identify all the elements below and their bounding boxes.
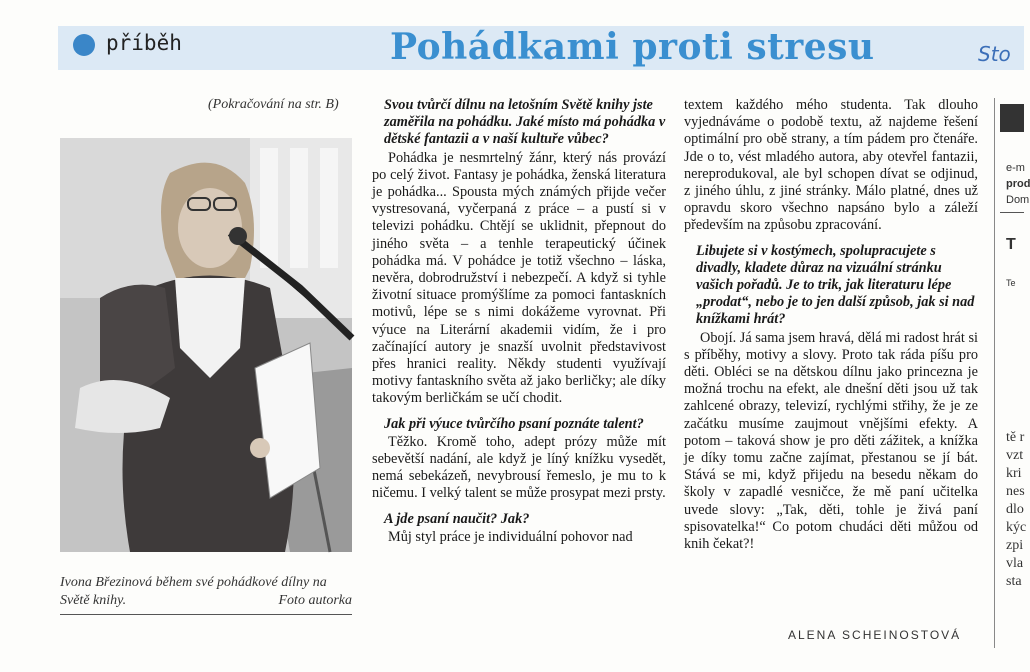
photo-caption: [60, 574, 352, 610]
answer-3: Můj styl práce je individuální pohovor nad: [388, 528, 633, 545]
caption-rule: [60, 614, 352, 615]
question-2: Jak při výuce tvůrčího psaní poznáte talent?: [384, 415, 644, 432]
sidebar-dark-block: [1000, 104, 1024, 132]
sidebar-line: Te: [1006, 278, 1016, 288]
column-2: [372, 97, 666, 546]
sidebar-line: sta: [1006, 574, 1022, 589]
question-3: A jde psaní naučit? Jak?: [384, 510, 530, 527]
sidebar-line: prod: [1006, 178, 1030, 190]
sidebar-rule: [1000, 212, 1024, 213]
sidebar-line: nes: [1006, 484, 1025, 499]
sidebar-line: dlo: [1006, 502, 1024, 517]
sidebar-line: kýc: [1006, 520, 1027, 535]
sidebar-line: kri: [1006, 466, 1022, 481]
photo: [60, 138, 352, 552]
photo-credit: Foto autorka: [278, 593, 352, 608]
handwritten-note: Sto: [978, 42, 1011, 66]
question-1: Svou tvůrčí dílnu na letošním Světě knihy jste zaměřila na pohádku. Jaké místo má pohádka v dětské fantazii a v naší kultuře vůbec?: [384, 97, 666, 148]
answer-4: Obojí. Já sama jsem hravá, dělá mi radost hrát si s příběhy, motivy a slovy. Proto tak ráda píšu pro děti. Obléci se na dětskou dílnu jako princezna je možná trochu na efekt, ale dnešní děti jsou už tak zahlcené obrazy, televizí, rychlými střihy, že je ze začátku musíme zaujmout vnějšími efekty. A potom – taková show je pro děti zážitek, a knížka je díky tomu začne zajímat, přestanou se jí bát. Stává se mi, když přijedu na besedu někam do školy v zapadlé vesničce, že mě paní učitelka uvede slovy: „Tak, děti, tohle je živá paní spisovatelka!“ Co potom chudáci děti můžou od knih čekat?!: [684, 329, 978, 553]
photo-image: [60, 138, 352, 552]
sidebar-line: zpi: [1006, 538, 1024, 553]
section-bullet-icon: [73, 34, 95, 56]
headline: Pohádkami proti stresu: [390, 26, 875, 68]
sidebar-line: e-m: [1006, 162, 1025, 174]
sidebar-line: tě r: [1006, 430, 1025, 445]
sidebar-line: vla: [1006, 556, 1024, 571]
column-3: [684, 97, 978, 553]
answer-2: Těžko. Kromě toho, adept prózy může mít sebevětší nadání, ale když je líný knížku vysedět, nemá sebekázeň, nevybrousí řemeslo, je mu to k ničemu. I velký talent se může prosypat mezi prsty.: [372, 433, 666, 502]
answer-1: Pohádka je nesmrtelný žánr, který nás provází po celý život. Fantasy je pohádka, ženská literatura je pohádka... Spousta mých známých přijde večer vystresovaná, vyčerpaná z práce – a pustí si v televizi pohádku. Chtějí se uklidnit, přepnout do jiného světa – a tenhle terapeutický účinek pohádka má. V pohádce je totiž všechno – láska, nevěra, dobrodružství i nebezpečí. A když si tyhle životní situace promýšlíme za pomoci fantaskních motivů, lépe se s nimi dokážeme vyrovnat. Při výuce na Literární akademii vidím, že i pro začínající autory je snazší uvolnit představivost přes hranici reality. Někdy studenti využívají motivy fantaskního světa až jako berličky; ale díky takovým berličkám se učí chodit.: [372, 149, 666, 407]
sidebar-line: vzt: [1006, 448, 1024, 463]
section-label: příběh: [106, 31, 182, 55]
sidebar-line: Dom: [1006, 194, 1030, 206]
question-4: Libujete si v kostýmech, spolupracujete s divadly, kladete důraz na vizuální stránku vašich pořadů. Je to trik, jak literaturu lépe „prodat“, nebo je to jen další způsob, jak si nad knížkami hrát?: [696, 242, 975, 328]
author-signature: ALENA SCHEINOSTOVÁ: [788, 628, 962, 642]
sidebar-line: T: [1006, 236, 1016, 253]
caption-text: Ivona Březinová během své pohádkové dílny na Světě knihy.: [60, 575, 327, 608]
continued-note: (Pokračování na str. B): [208, 97, 339, 112]
answer-3-continued: textem každého mého studenta. Tak dlouho vyjednáváme o podobě textu, až najdeme řešení optimální pro obě strany, a tím pádem pro čtenáře. Jde o to, vést mladého autora, aby otevřel fantazii, nereprodukoval, ale byl schopen dívat se odjinud, z jiného úhlu, z jiné stránky. Málo platné, dnes už opravdu skoro všechno napsáno bylo a záleží především na způsobu zpracování.: [684, 97, 978, 234]
